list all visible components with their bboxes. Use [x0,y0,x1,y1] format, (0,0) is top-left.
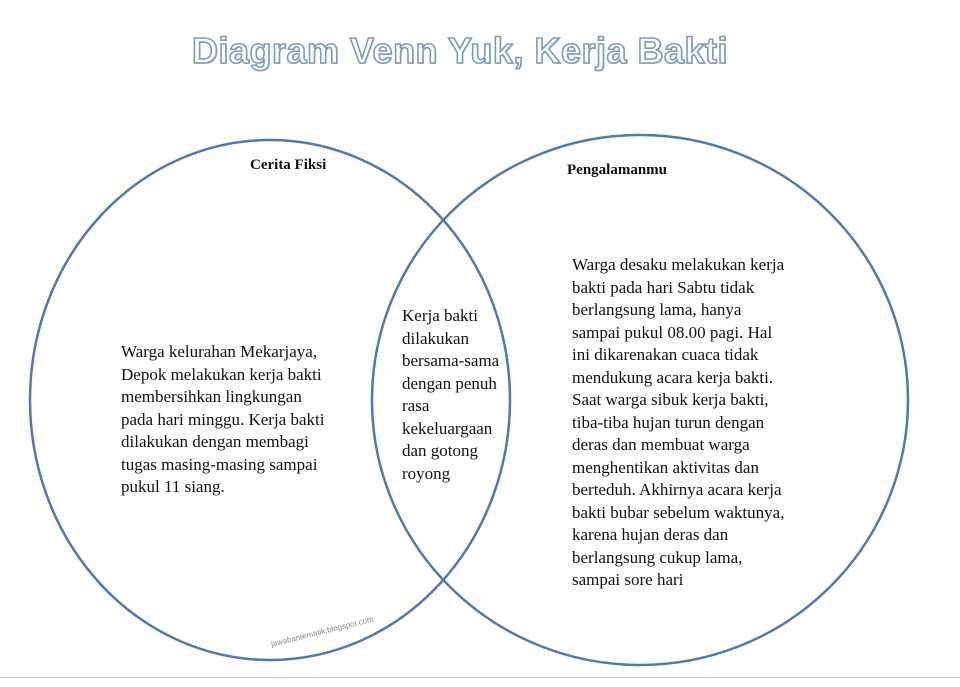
watermark: jawabantematik.blogspot.com [270,614,375,649]
intersection-text: Kerja bakti dilakukan bersama-sama dengan penuh rasa kekeluargaan dan gotong royong [402,306,500,483]
page-bottom-divider [0,677,960,678]
right-circle-label: Pengalamanmu [567,162,668,178]
diagram-title: Diagram Venn Yuk, Kerja Bakti [191,30,729,71]
right-circle-text: Warga desaku melakukan kerja bakti pada hari Sabtu tidak berlangsung lama, hanya sampai pukul 08.00 pagi. Hal ini dikarenakan cuaca tidak mendukung acara kerja bakti. Saat warga sibuk kerja bakti, tiba-tiba hujan turun dengan deras dan membuat warga menghentikan aktivitas dan berteduh. Akhirnya acara kerja bakti bubar sebelum waktunya, karena hujan deras dan berlangsung cukup lama, sampai sore hari [572,255,785,589]
left-circle-label: Cerita Fiksi [250,157,327,173]
left-circle-text: Warga kelurahan Mekarjaya, Depok melakukan kerja bakti membersihkan lingkungan pada hari minggu. Kerja bakti dilakukan dengan membagi tugas masing-masing sampai pukul 11 siang. [121,342,325,496]
